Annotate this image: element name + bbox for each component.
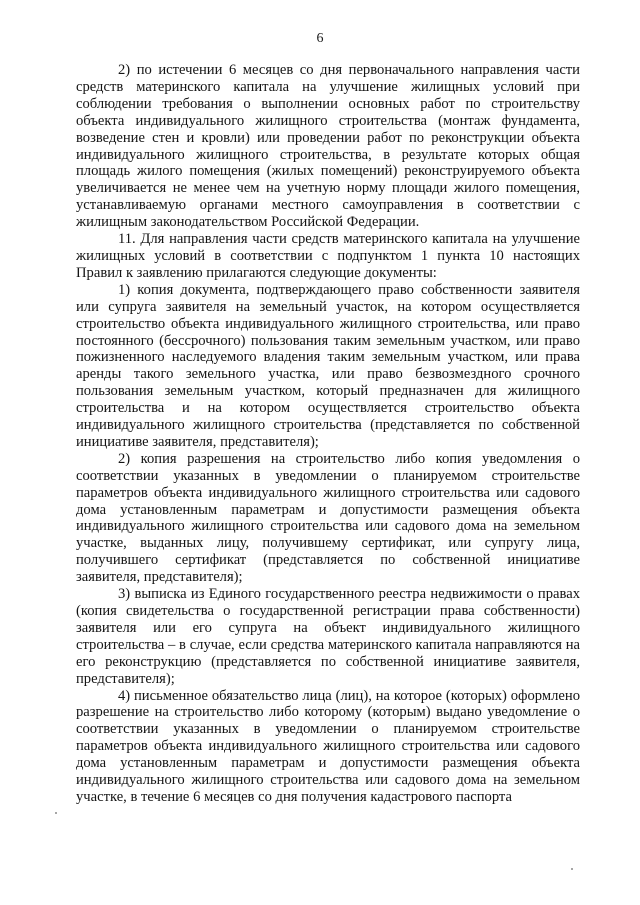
scan-speck: [55, 812, 57, 814]
paragraph-subitem-2: 2) копия разрешения на строительство либо копия уведомления о соответствии указанных в уведомлении о планируемом строительстве параметров объекта индивидуального жилищного строительства или садового дома установленным параметрам и допустимости размещения объекта индивидуального жилищного строительства или садового дома на земельном участке, выданных лицу, получившему сертификат, или супругу лица, получившего сертификат (представляется по собственной инициативе заявителя, представителя);: [76, 450, 580, 586]
paragraph-subitem-3: 3) выписка из Единого государственного реестра недвижимости о правах (копия свидетельства о государственной регистрации права собственности) заявителя или его супруга на объект индивидуального жилищного строительства – в случае, если средства материнского капитала направляются на его реконструкцию (представляется по собственной инициативе заявителя, представителя);: [76, 586, 580, 687]
paragraph-subitem-1: 1) копия документа, подтверждающего право собственности заявителя или супруга заявителя на земельный участок, на котором осуществляется строительство объекта индивидуального жилищного строительства, или право постоянного (бессрочного) пользования таким земельным участком, или право пожизненного наследуемого владения таким земельным участком, или права аренды такого земельного участка, или право безвозмездного срочного пользования земельным участком, который предназначен для жилищного строительства и на котором осуществляется строительство объекта индивидуального жилищного строительства (представляется по собственной инициативе заявителя, представителя);: [76, 281, 580, 450]
paragraph-clause-11: 11. Для направления части средств материнского капитала на улучшение жилищных условий в соответствии с подпунктом 1 пункта 10 настоящих Правил к заявлению прилагаются следующие документы:: [76, 231, 580, 281]
scan-speck: [571, 868, 573, 870]
paragraph-subitem-4: 4) письменное обязательство лица (лиц), на которое (которых) оформлено разрешение на строительство либо которому (которым) выдано уведомление о соответствии указанных в уведомлении о планируемом строительстве параметров объекта индивидуального жилищного строительства или садового дома установленным параметрам и допустимости размещения объекта индивидуального жилищного строительства или садового дома на земельном участке, в течение 6 месяцев со дня получения кадастрового паспорта: [76, 687, 580, 805]
page-number: 6: [316, 31, 324, 46]
document-body: [76, 62, 580, 806]
paragraph-item-2: 2) по истечении 6 месяцев со дня первоначального направления части средств материнского капитала на улучшение жилищных условий при соблюдении требования о выполнении основных работ по строительству объекта индивидуального жилищного строительства (монтаж фундамента, возведение стен и кровли) или проведении работ по реконструкции объекта индивидуального жилищного строительства, в результате которых общая площадь жилого помещения (жилых помещений) реконструируемого объекта увеличивается не менее чем на учетную норму площади жилого помещения, устанавливаемую органами местного самоуправления в соответствии с жилищным законодательством Российской Федерации.: [76, 62, 580, 231]
